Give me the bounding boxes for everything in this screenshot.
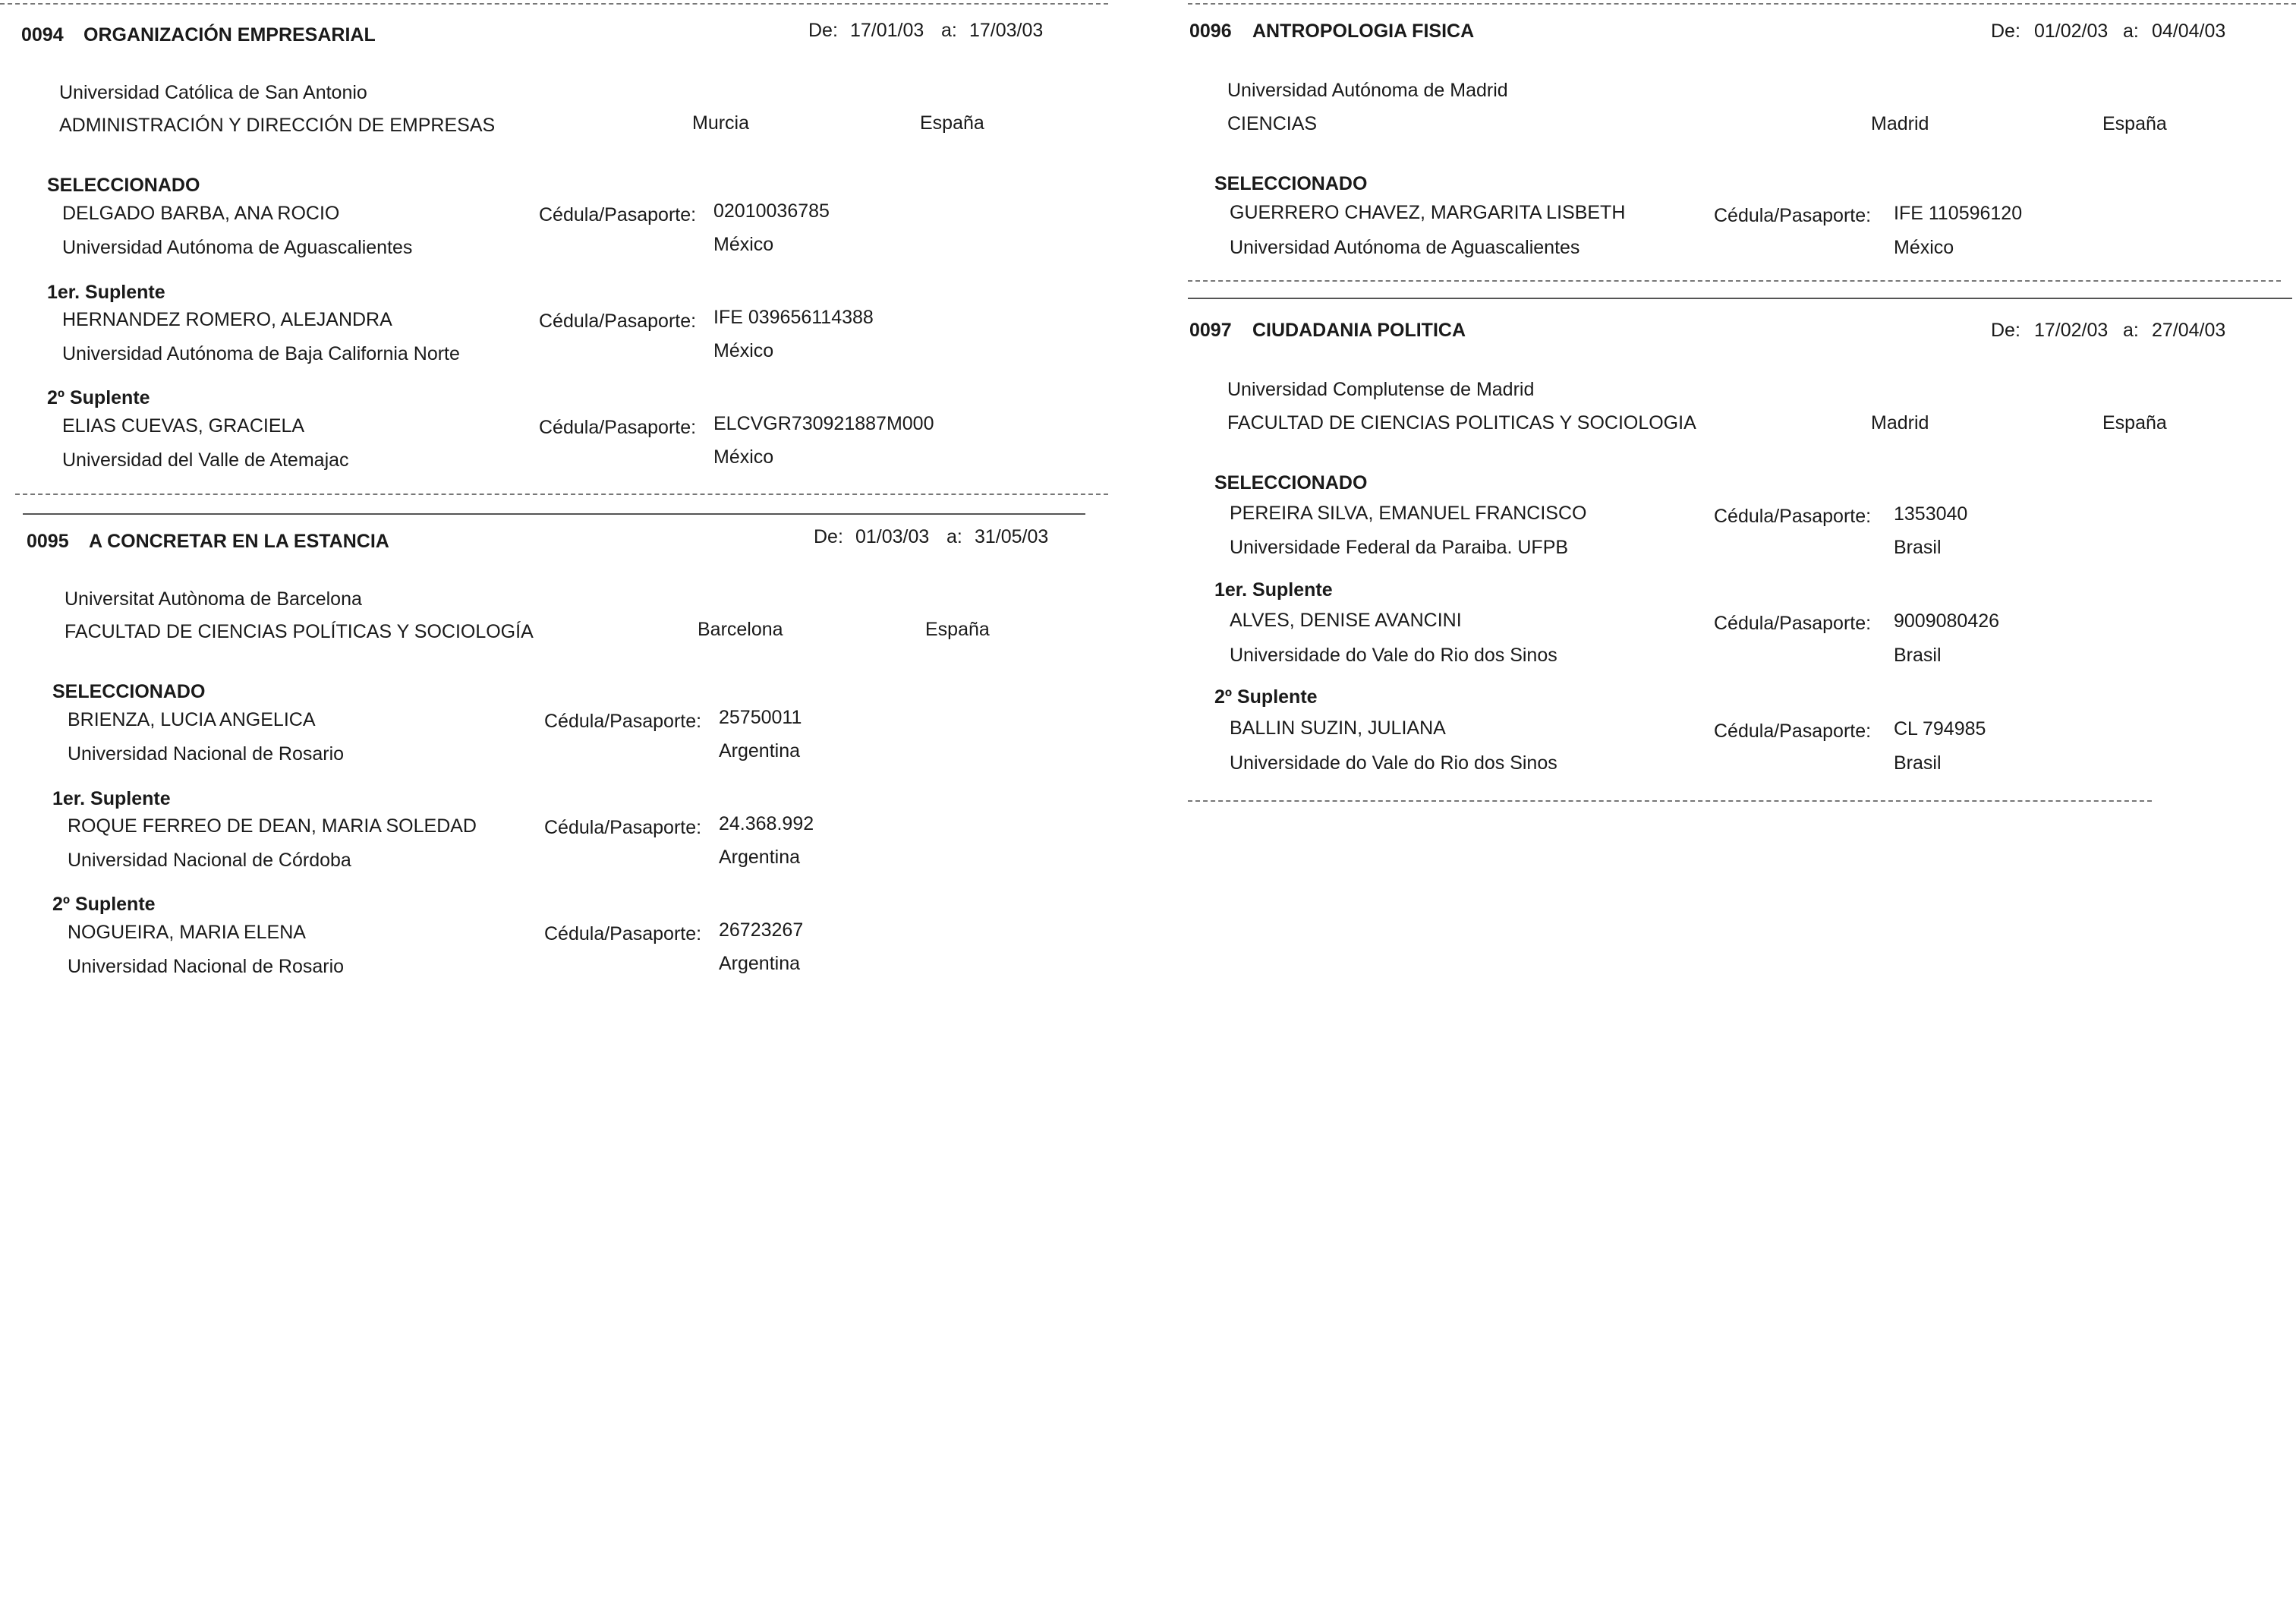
host-university: Universitat Autònoma de Barcelona [65, 588, 362, 610]
candidate-university: Universidade do Vale do Rio dos Sinos [1230, 645, 1557, 666]
date-from: 01/02/03 [2034, 20, 2109, 42]
date-to-label: a: [946, 526, 962, 547]
candidate-id: IFE 110596120 [1894, 203, 2023, 224]
candidate-country: México [713, 446, 774, 468]
id-label: Cédula/Pasaporte: [1714, 506, 1872, 527]
record-code: 0097 [1189, 320, 1232, 341]
candidate-role: 1er. Suplente [47, 282, 165, 303]
date-from: 17/01/03 [850, 20, 924, 41]
host-country: España [2102, 412, 2167, 434]
candidate-name: BALLIN SUZIN, JULIANA [1230, 717, 1446, 739]
date-to: 27/04/03 [2152, 320, 2226, 341]
host-faculty: FACULTAD DE CIENCIAS POLÍTICAS Y SOCIOLOGÍA [65, 621, 534, 642]
date-to: 04/04/03 [2152, 20, 2226, 42]
candidate-university: Universidad Nacional de Rosario [68, 743, 345, 765]
candidate-country: México [713, 234, 774, 255]
record-code: 0095 [27, 531, 69, 552]
separator-line [0, 3, 1108, 5]
candidate-name: ALVES, DENISE AVANCINI [1230, 610, 1462, 631]
candidate-country: México [713, 340, 774, 361]
candidate-id: 02010036785 [713, 200, 830, 222]
date-from-label: De: [1991, 20, 2020, 42]
date-from-label: De: [808, 20, 838, 41]
host-university: Universidad Autónoma de Madrid [1227, 80, 1508, 101]
candidate-name: DELGADO BARBA, ANA ROCIO [62, 203, 340, 224]
id-label: Cédula/Pasaporte: [1714, 205, 1872, 226]
candidate-id: CL 794985 [1894, 718, 1986, 739]
candidate-university: Universidad Autónoma de Baja California Norte [62, 343, 460, 364]
candidate-country: Argentina [719, 847, 801, 868]
host-city: Madrid [1871, 412, 1929, 434]
date-from-label: De: [1991, 320, 2020, 341]
candidate-id: 9009080426 [1894, 610, 2000, 632]
date-from: 01/03/03 [855, 526, 930, 547]
host-faculty: ADMINISTRACIÓN Y DIRECCIÓN DE EMPRESAS [59, 115, 496, 136]
candidate-role: SELECCIONADO [1214, 472, 1368, 494]
candidate-id: IFE 039656114388 [713, 307, 874, 328]
separator-line [1188, 3, 2296, 5]
host-faculty: FACULTAD DE CIENCIAS POLITICAS Y SOCIOLOGIA [1227, 412, 1696, 434]
separator-line [15, 494, 1108, 495]
separator-line [1188, 298, 2292, 299]
candidate-university: Universidad del Valle de Atemajac [62, 449, 349, 471]
record-code: 0096 [1189, 20, 1232, 42]
candidate-role: 1er. Suplente [52, 788, 171, 809]
date-to-label: a: [2123, 320, 2139, 341]
candidate-role: 1er. Suplente [1214, 579, 1333, 601]
candidate-id: 24.368.992 [719, 813, 814, 834]
record-title: CIUDADANIA POLITICA [1252, 320, 1466, 341]
id-label: Cédula/Pasaporte: [1714, 613, 1872, 634]
candidate-name: HERNANDEZ ROMERO, ALEJANDRA [62, 309, 392, 330]
candidate-id: 25750011 [719, 707, 802, 728]
candidate-name: PEREIRA SILVA, EMANUEL FRANCISCO [1230, 503, 1587, 524]
separator-line [23, 513, 1085, 515]
candidate-university: Universidade Federal da Paraiba. UFPB [1230, 537, 1569, 558]
id-label: Cédula/Pasaporte: [539, 204, 697, 225]
candidate-id: 1353040 [1894, 503, 1968, 525]
candidate-university: Universidad Nacional de Córdoba [68, 850, 351, 871]
date-to-label: a: [941, 20, 957, 41]
candidate-name: ROQUE FERREO DE DEAN, MARIA SOLEDAD [68, 815, 477, 837]
host-faculty: CIENCIAS [1227, 113, 1318, 134]
candidate-university: Universidad Autónoma de Aguascalientes [62, 237, 413, 258]
host-country: España [920, 112, 984, 134]
candidate-role: 2º Suplente [47, 387, 150, 408]
candidate-country: México [1894, 237, 1954, 258]
host-city: Murcia [692, 112, 750, 134]
candidate-role: 2º Suplente [1214, 686, 1318, 708]
candidate-country: Argentina [719, 953, 801, 974]
id-label: Cédula/Pasaporte: [544, 711, 702, 732]
record-title: ANTROPOLOGIA FISICA [1252, 20, 1475, 42]
candidate-role: SELECCIONADO [47, 175, 200, 196]
record-code: 0094 [21, 24, 64, 46]
candidate-role: SELECCIONADO [52, 681, 206, 702]
candidate-name: GUERRERO CHAVEZ, MARGARITA LISBETH [1230, 202, 1626, 223]
candidate-country: Argentina [719, 740, 801, 762]
id-label: Cédula/Pasaporte: [539, 311, 697, 332]
candidate-id: ELCVGR730921887M000 [713, 413, 934, 434]
separator-line [1188, 800, 2152, 802]
date-from-label: De: [814, 526, 843, 547]
id-label: Cédula/Pasaporte: [544, 817, 702, 838]
candidate-university: Universidad Nacional de Rosario [68, 956, 345, 977]
host-country: España [2102, 113, 2167, 134]
host-city: Madrid [1871, 113, 1929, 134]
host-country: España [925, 619, 990, 640]
candidate-country: Brasil [1894, 537, 1942, 558]
date-to: 31/05/03 [975, 526, 1049, 547]
candidate-role: SELECCIONADO [1214, 173, 1368, 194]
candidate-university: Universidade do Vale do Rio dos Sinos [1230, 752, 1557, 774]
host-university: Universidad Complutense de Madrid [1227, 379, 1535, 400]
candidate-name: BRIENZA, LUCIA ANGELICA [68, 709, 316, 730]
date-to-label: a: [2123, 20, 2139, 42]
id-label: Cédula/Pasaporte: [1714, 721, 1872, 742]
candidate-id: 26723267 [719, 919, 804, 941]
date-from: 17/02/03 [2034, 320, 2109, 341]
record-title: ORGANIZACIÓN EMPRESARIAL [83, 24, 376, 46]
candidate-name: ELIAS CUEVAS, GRACIELA [62, 415, 305, 437]
candidate-country: Brasil [1894, 752, 1942, 774]
candidate-role: 2º Suplente [52, 894, 156, 915]
id-label: Cédula/Pasaporte: [544, 923, 702, 944]
separator-line [1188, 280, 2281, 282]
date-to: 17/03/03 [969, 20, 1044, 41]
id-label: Cédula/Pasaporte: [539, 417, 697, 438]
host-city: Barcelona [698, 619, 783, 640]
candidate-university: Universidad Autónoma de Aguascalientes [1230, 237, 1580, 258]
record-title: A CONCRETAR EN LA ESTANCIA [89, 531, 389, 552]
candidate-country: Brasil [1894, 645, 1942, 666]
candidate-name: NOGUEIRA, MARIA ELENA [68, 922, 306, 943]
host-university: Universidad Católica de San Antonio [59, 82, 367, 103]
